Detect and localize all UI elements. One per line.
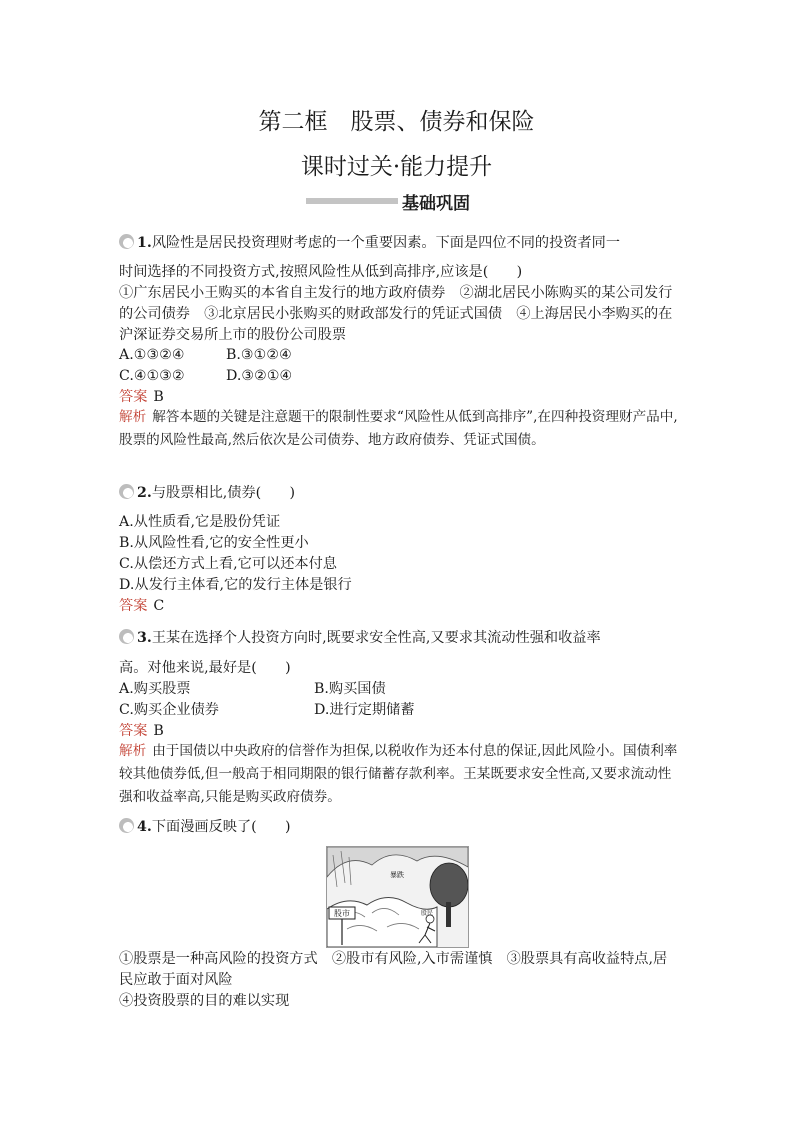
option-a: A.①③②④ bbox=[119, 347, 185, 363]
question-1-statements: ①广东居民小王购买的本省自主发行的地方政府债券 ②湖北居民小陈购买的某公司发行的公司债券 ③北京居民小张购买的财政部发行的凭证式国债 ④上海居民小李购买的在沪深证券交易所上市的股份公司股票 bbox=[119, 285, 673, 343]
section-label: 基础巩固 bbox=[402, 193, 470, 214]
answer-value: B bbox=[153, 389, 164, 405]
question-3-explanation: 解析 由于国债以中央政府的信誉作为担保,以税收作为还本付息的保证,因此风险小。国债利率较其他债券低,但一般高于相同期限的银行储蓄存款利率。王某既要求安全性高,又要求流动性强和收益率高,只能是购买政府债券。 bbox=[119, 743, 678, 805]
option-a: A.从性质看,它是股份凭证 bbox=[119, 514, 281, 530]
option-b: B.从风险性看,它的安全性更小 bbox=[119, 535, 309, 551]
question-1-stem-line2: 时间选择的不同投资方式,按照风险性从低到高排序,应该是( ) bbox=[119, 264, 523, 280]
bullet-icon bbox=[119, 234, 134, 249]
option-a: A.购买股票 bbox=[119, 681, 191, 697]
question-4-statements: ①股票是一种高风险的投资方式 ②股市有风险,入市需谨慎 ③股票具有高收益特点,居民应敢于面对风险 bbox=[119, 951, 668, 988]
top-text: 暴跌 bbox=[390, 871, 404, 879]
bullet-icon bbox=[119, 818, 134, 833]
question-4-stem: 4.下面漫画反映了( ) bbox=[119, 817, 679, 838]
option-b: B.③①②④ bbox=[226, 347, 292, 363]
question-number: 4. bbox=[137, 819, 152, 835]
explanation-label: 解析 bbox=[119, 743, 147, 759]
option-d: D.③②①④ bbox=[226, 368, 293, 384]
question-number: 3. bbox=[137, 630, 152, 646]
answer-label: 答案 bbox=[119, 723, 148, 739]
option-c: C.从偿还方式上看,它可以还本付息 bbox=[119, 556, 337, 572]
option-c: C.④①③② bbox=[119, 368, 185, 384]
option-d: D.进行定期储蓄 bbox=[314, 702, 415, 718]
explanation-label: 解析 bbox=[119, 409, 147, 425]
bullet-icon bbox=[119, 629, 134, 644]
answer-label: 答案 bbox=[119, 598, 148, 614]
option-d: D.从发行主体看,它的发行主体是银行 bbox=[119, 577, 352, 593]
page-subtitle: 课时过关·能力提升 bbox=[300, 154, 493, 180]
question-1-options-row2 bbox=[119, 366, 292, 387]
question-3-stem-line1: 3.王某在选择个人投资方向时,既要求安全性高,又要求其流动性强和收益率 bbox=[119, 628, 679, 649]
question-1-explanation: 解析 解答本题的关键是注意题干的限制性要求“风险性从低到高排序”,在四种投资理财产品中,股票的风险性最高,然后依次是公司债券、地方政府债券、凭证式国债。 bbox=[119, 409, 678, 448]
question-2-stem: 2.与股票相比,债券( ) bbox=[119, 483, 679, 504]
sign-text: 股市 bbox=[334, 909, 350, 918]
question-2-answer bbox=[119, 596, 164, 617]
question-3-answer bbox=[119, 721, 164, 742]
question-3-stem-line2: 高。对他来说,最好是( ) bbox=[119, 660, 291, 676]
answer-value: B bbox=[153, 723, 164, 739]
section-heading bbox=[306, 188, 470, 214]
question-number: 1. bbox=[137, 235, 152, 251]
cartoon-drawing bbox=[327, 847, 468, 947]
question-1-answer bbox=[119, 387, 164, 408]
section-bar bbox=[306, 198, 398, 204]
answer-label: 答案 bbox=[119, 389, 148, 405]
option-c: C.购买企业债券 bbox=[119, 702, 219, 718]
option-b: B.购买国债 bbox=[314, 681, 386, 697]
question-number: 2. bbox=[137, 485, 152, 501]
question-4-statements-2: ④投资股票的目的难以实现 bbox=[119, 993, 290, 1009]
person-text: 股民 bbox=[420, 910, 434, 917]
bullet-icon bbox=[119, 484, 134, 499]
page-title: 第二框 股票、债券和保险 bbox=[258, 109, 535, 135]
question-1-stem-line1: 1.风险性是居民投资理财考虑的一个重要因素。下面是四位不同的投资者同一 bbox=[119, 233, 679, 254]
question-1-options-row1 bbox=[119, 345, 292, 366]
answer-value: C bbox=[153, 598, 165, 614]
question-3-options-row2 bbox=[119, 700, 415, 721]
question-3-options-row1 bbox=[119, 679, 386, 700]
stock-market-cartoon bbox=[326, 846, 469, 948]
